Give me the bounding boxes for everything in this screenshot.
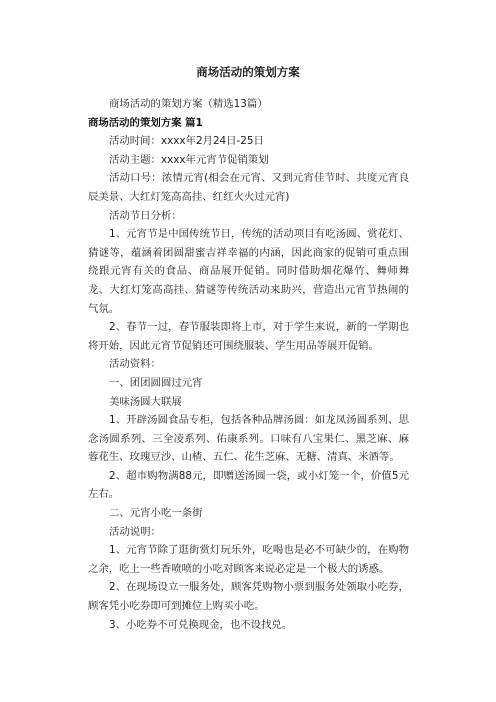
paragraph: 1、开辟汤圆食品专柜，包括各种品牌汤圆：如龙凤汤圆系列、思念汤圆系列、三全凌系列、佑康系列。口味有八宝果仁、黑芝麻、麻蓉花生、玫瑰豆沙、山楂、五仁、花生芝麻、无糖、清真、米酒等。 [88,414,409,464]
paragraph: 一、团团圆圆过元宵 [109,376,203,389]
paragraph: 2、春节一过，春节服装即将上市，对于学生来说，新的一学期也将开始，因此元宵节促销还可围绕服装、学生用品等展开促销。 [88,321,409,352]
paragraph: 活动口号：浓情元宵(相会在元宵、又到元宵佳节时、共度元宵良辰美景、大红灯笼高高挂、红红火火过元宵) [88,172,409,203]
paragraph: 活动时间：xxxx年2月24日-25日 [109,135,264,148]
paragraph: 活动说明： [109,525,161,538]
paragraph: 1、元宵节是中国传统节日，传统的活动项目有吃汤圆、赏花灯、猜谜等，蕴涵着团圆甜蜜吉祥幸福的内涵，因此商家的促销可重点围绕跟元宵有关的食品、商品展开促销。同时借助烟花爆竹、舞师舞龙、大红灯笼高高挂、猜谜等传统活动来助兴，营造出元宵节热闹的气氛。 [88,228,409,315]
paragraph: 活动资料： [109,358,161,371]
paragraph: 2、在现场设立一服务处，顾客凭购物小票到服务处领取小吃券，顾客凭小吃券即可到摊位上购买小吃。 [88,581,409,613]
document-title: 商场活动的策划方案 [196,65,300,79]
paragraph: 1、元宵节除了逛街赏灯玩乐外，吃喝也是必不可缺少的，在购物之余，吃上一些香喷喷的小吃对顾客来说必定是一个极大的诱惑。 [88,544,409,575]
section-heading: 商场活动的策划方案 篇1 [88,116,203,129]
paragraph: 活动节日分析： [109,209,182,222]
paragraph: 商场活动的策划方案（精选13篇） [109,98,268,110]
paragraph: 活动主题：xxxx年元宵节促销策划 [109,153,269,166]
paragraph: 2、超市购物满88元，即赠送汤圆一袋，或小灯笼一个，价值5元左右。 [88,469,409,501]
paragraph: 3、小吃券不可兑换现金，也不设找兑。 [109,618,293,631]
paragraph: 二、元宵小吃一条街 [109,507,203,520]
paragraph: 美味汤圆大联展 [109,395,182,408]
document-body [88,95,409,634]
